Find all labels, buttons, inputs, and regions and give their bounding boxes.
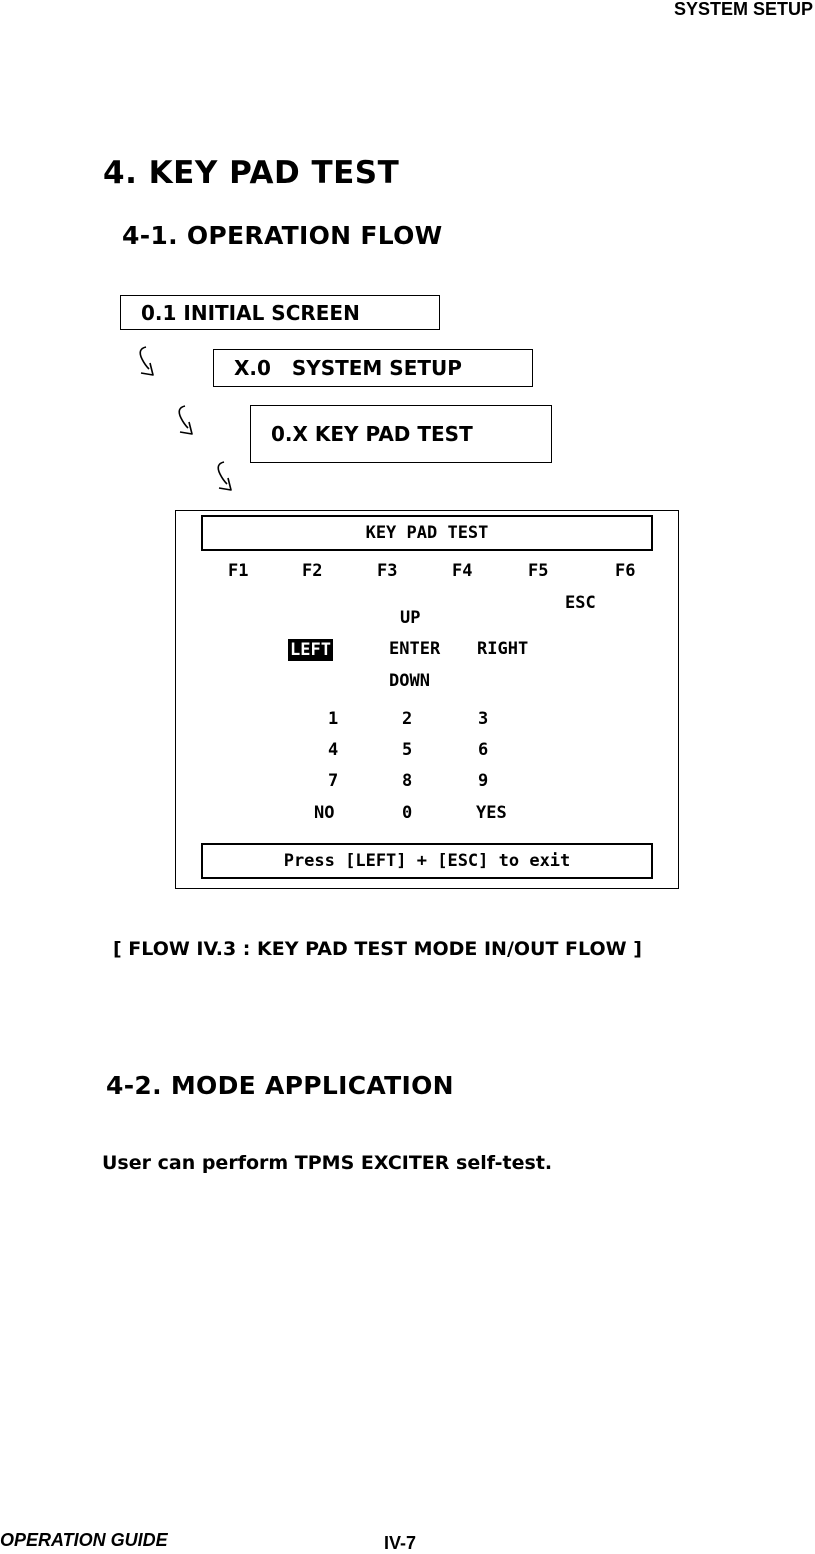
screen-title-bar: [201, 515, 653, 551]
key-8: 8: [402, 771, 413, 791]
footer-guide-title: OPERATION GUIDE: [0, 1530, 168, 1550]
key-f4: F4: [452, 561, 473, 581]
screen-footer-bar: [201, 843, 653, 879]
key-f1: F1: [228, 561, 249, 581]
key-f2: F2: [302, 561, 323, 581]
flow-step-system-setup: X.0 SYSTEM SETUP: [213, 349, 533, 387]
operation-flow-heading: 4-1. OPERATION FLOW: [122, 221, 443, 250]
key-down: DOWN: [389, 671, 430, 691]
key-esc: ESC: [565, 593, 596, 613]
figure-caption: [ FLOW IV.3 : KEY PAD TEST MODE IN/OUT FLOW ]: [113, 938, 642, 960]
key-right: RIGHT: [477, 639, 529, 659]
key-6: 6: [478, 740, 489, 760]
screen-footer-text: Press [LEFT] + [ESC] to exit: [283, 851, 571, 871]
page-title: 4. KEY PAD TEST: [103, 155, 400, 191]
mode-application-heading: 4-2. MODE APPLICATION: [106, 1071, 454, 1100]
flow-arrow-2-icon: [172, 404, 198, 438]
section-header: SYSTEM SETUP: [673, 0, 813, 19]
key-enter: ENTER: [389, 639, 441, 659]
page-number: IV-7: [384, 1533, 417, 1553]
flow-step-key-pad-test: 0.X KEY PAD TEST: [250, 405, 552, 463]
flow-step-initial-screen: 0.1 INITIAL SCREEN: [120, 295, 440, 330]
key-f5: F5: [528, 561, 549, 581]
key-7: 7: [328, 771, 339, 791]
screen-title: KEY PAD TEST: [365, 523, 489, 543]
key-0: 0: [402, 803, 413, 823]
flow-arrow-3-icon: [211, 460, 237, 494]
key-3: 3: [478, 709, 489, 729]
key-yes: YES: [476, 803, 507, 823]
key-5: 5: [402, 740, 413, 760]
key-1: 1: [328, 709, 339, 729]
key-f3: F3: [377, 561, 398, 581]
key-9: 9: [478, 771, 489, 791]
key-left-highlighted: LEFT: [290, 640, 331, 660]
key-no: NO: [314, 803, 335, 823]
key-f6: F6: [615, 561, 636, 581]
keypad-test-screen: [175, 510, 679, 889]
key-up: UP: [400, 608, 421, 628]
key-4: 4: [328, 740, 339, 760]
body-text: User can perform TPMS EXCITER self-test.: [102, 1152, 553, 1174]
key-2: 2: [402, 709, 413, 729]
flow-arrow-1-icon: [133, 345, 159, 379]
